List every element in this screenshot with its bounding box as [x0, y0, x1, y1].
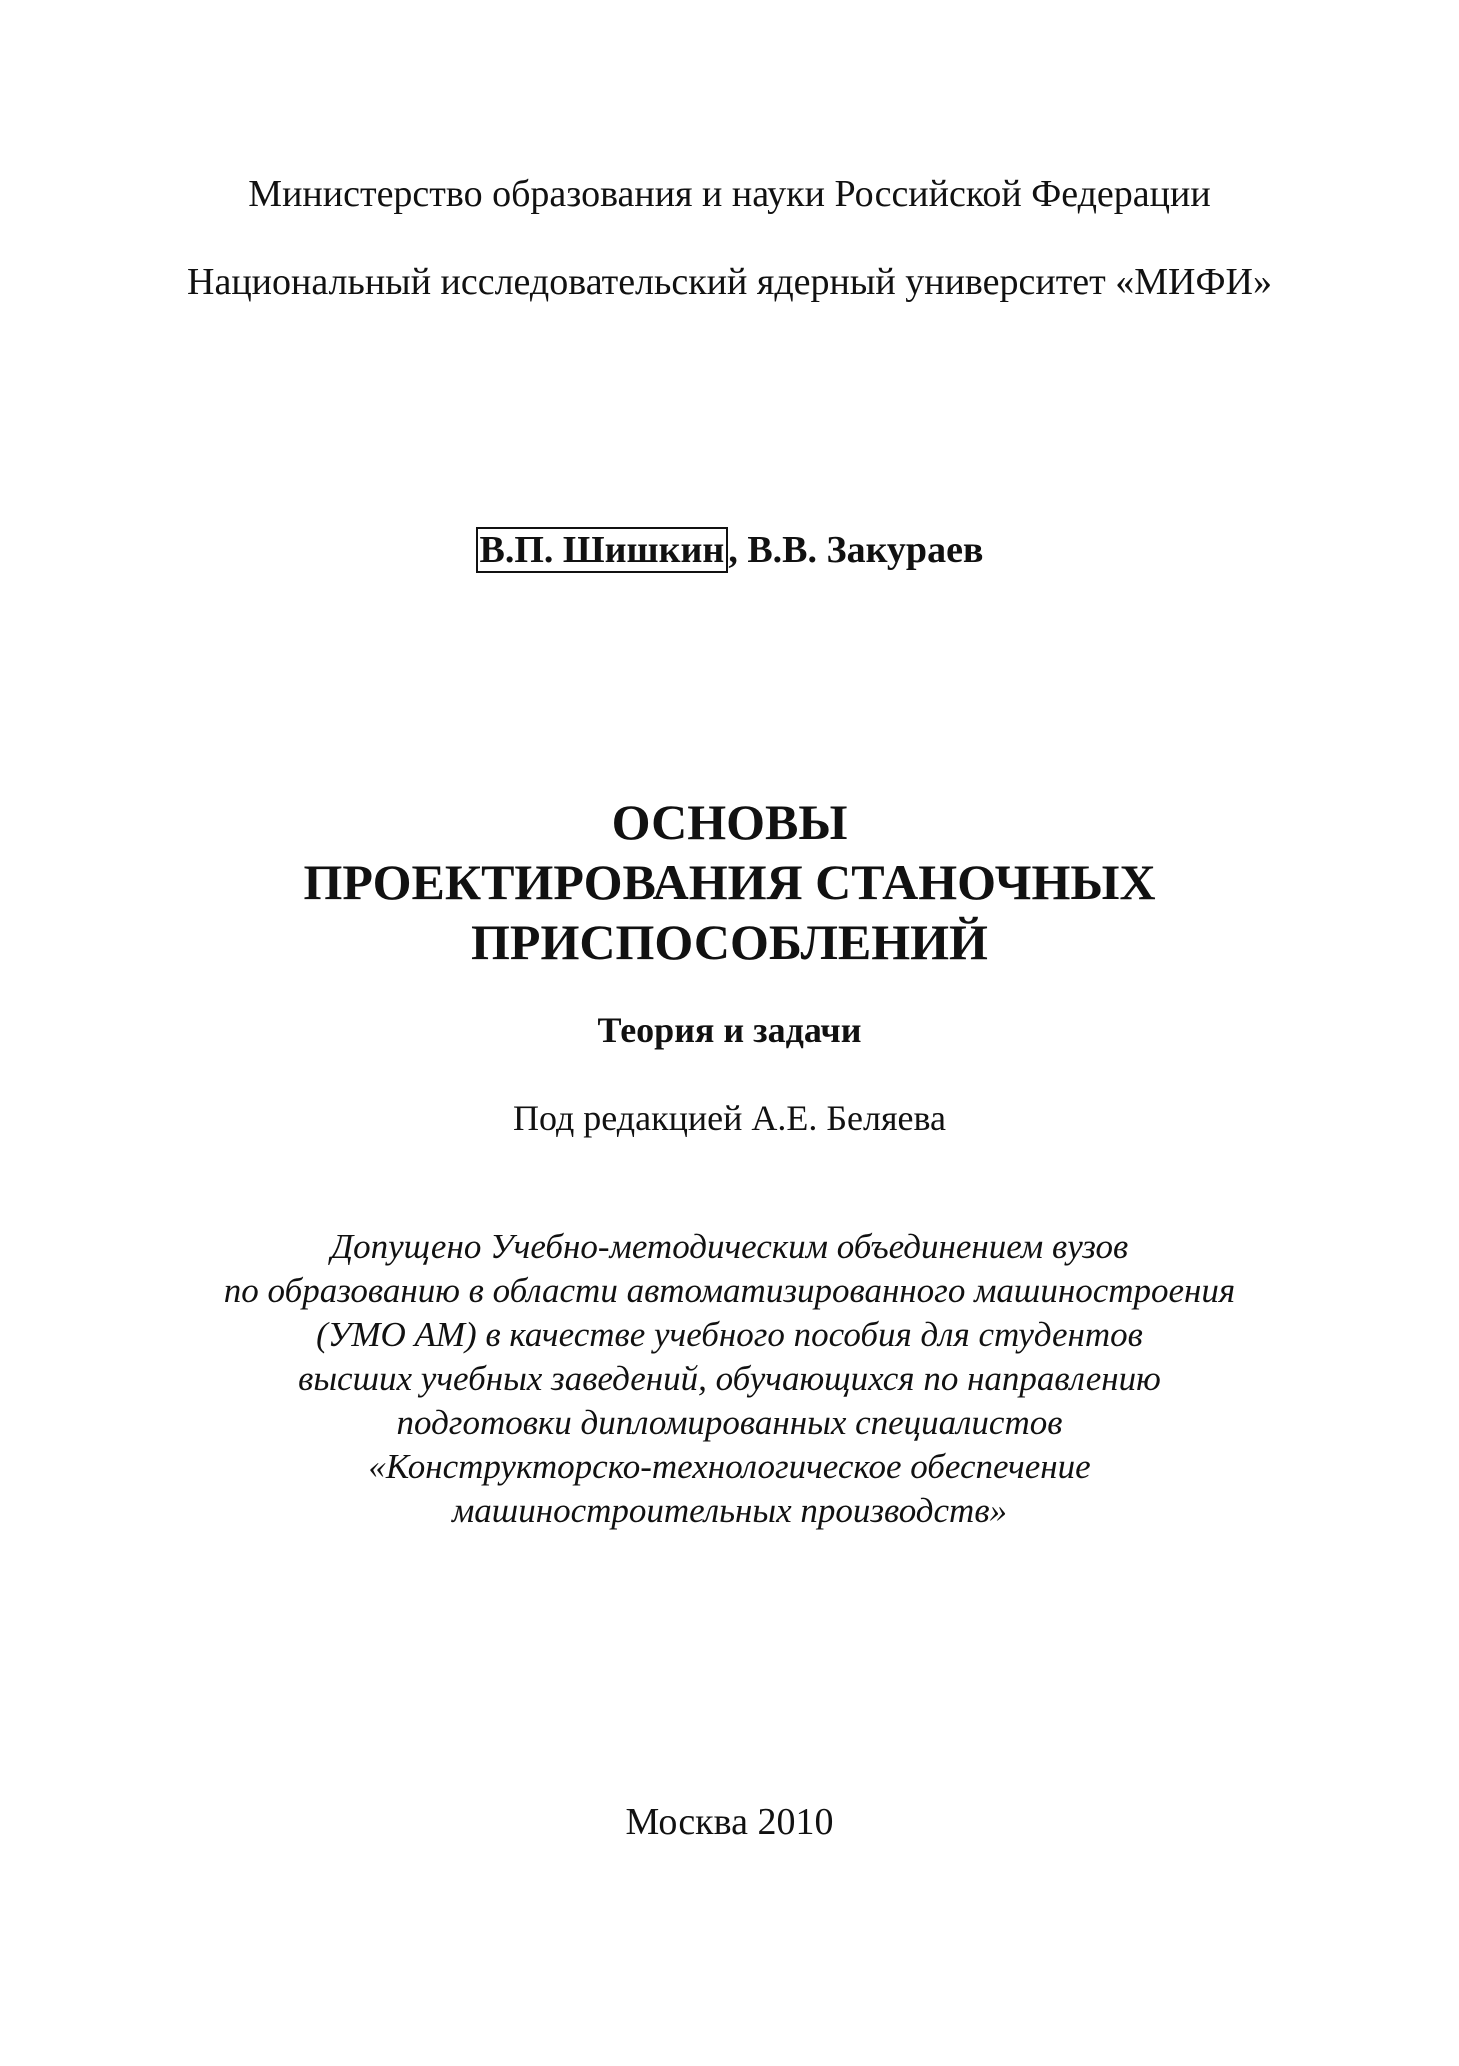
authors	[0, 528, 1459, 572]
approval-line-7: машиностроительных производств»	[451, 1491, 1008, 1530]
editor: Под редакцией А.Е. Беляева	[513, 1098, 946, 1138]
subtitle: Теория и задачи	[597, 1010, 862, 1050]
approval-line-5: подготовки дипломированных специалистов	[396, 1403, 1063, 1442]
approval-line-3: (УМО АМ) в качестве учебного пособия для студентов	[316, 1315, 1143, 1354]
approval-line-1: Допущено Учебно-методическим объединением вузов	[330, 1227, 1129, 1266]
title-line-3: ПРИСПОСОБЛЕНИЙ	[471, 914, 988, 970]
title-line-1: ОСНОВЫ	[611, 794, 848, 850]
author-separator: ,	[728, 529, 748, 571]
city-year: Москва 2010	[625, 1801, 834, 1843]
author-second: В.В. Закураев	[747, 529, 984, 571]
approval-line-2: по образованию в области автоматизированного машиностроения	[223, 1271, 1236, 1310]
title-line-2: ПРОЕКТИРОВАНИЯ СТАНОЧНЫХ	[303, 854, 1156, 910]
approval-line-4: высших учебных заведений, обучающихся по направлению	[298, 1359, 1161, 1398]
author-first[interactable]: В.П. Шишкин	[476, 527, 729, 573]
university-name: Национальный исследовательский ядерный университет «МИФИ»	[187, 261, 1272, 303]
ministry-name: Министерство образования и науки Российской Федерации	[248, 173, 1211, 215]
approval-line-6: «Конструкторско-технологическое обеспечение	[368, 1447, 1091, 1486]
